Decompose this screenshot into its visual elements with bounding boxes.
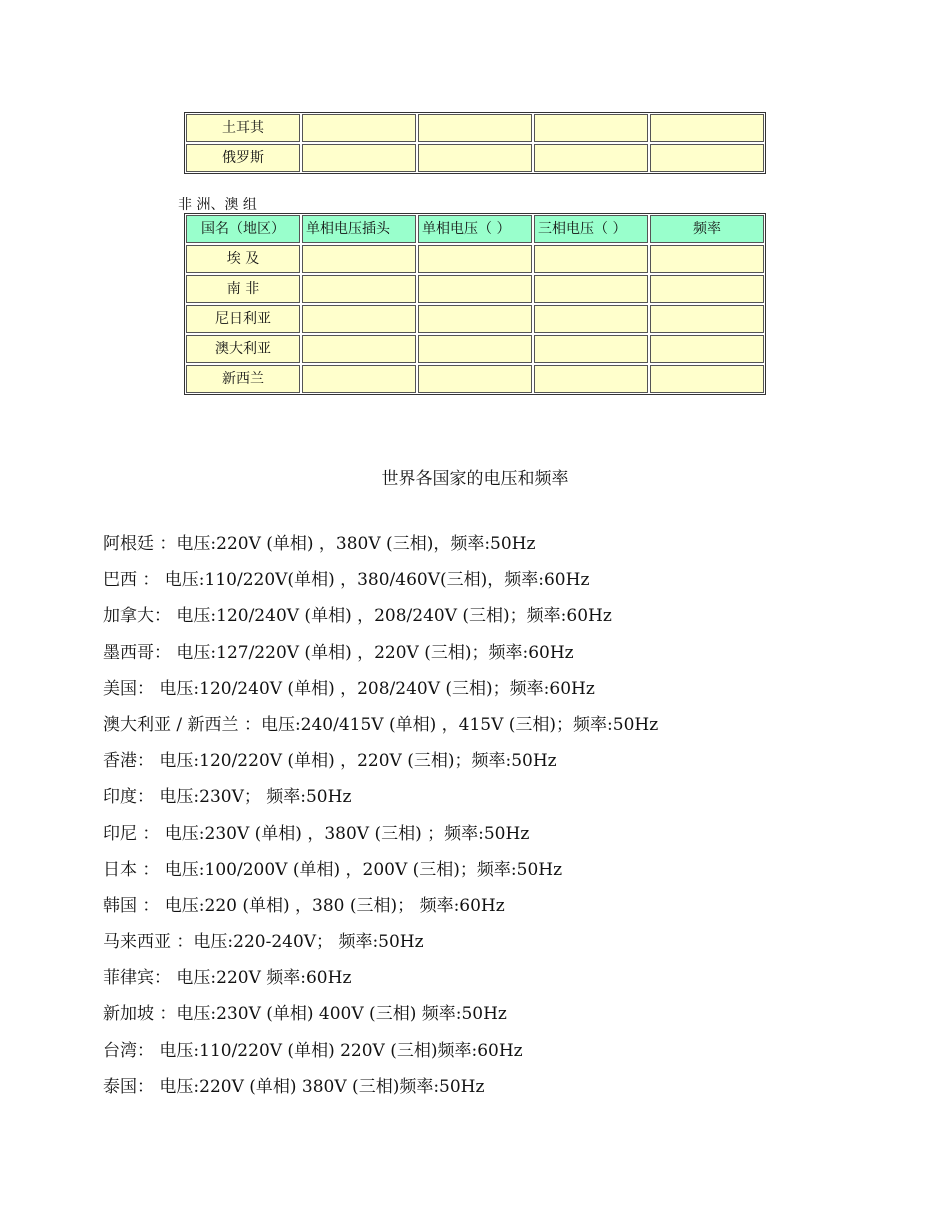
voltage-list: [103, 532, 658, 1111]
frequency-cell: [650, 114, 764, 142]
single-phase-cell: [418, 335, 532, 363]
frequency-cell: [650, 245, 764, 273]
table-row: [186, 335, 764, 363]
list-item: 新加坡 ：电压:230V (单相) 400V (三相) 频率:50Hz: [103, 1004, 507, 1025]
three-phase-cell: [534, 365, 648, 393]
table-row: [186, 365, 764, 393]
single-phase-cell: [418, 365, 532, 393]
three-phase-cell: [534, 275, 648, 303]
three-phase-cell: [534, 335, 648, 363]
list-item: 日本 ： 电压:100/200V (单相) ，200V (三相)；频率:50Hz: [103, 859, 563, 880]
country-cell: 南 非: [186, 275, 300, 303]
list-item: 巴西 ： 电压:110/220V(单相) ，380/460V(三相)，频率:60Hz: [103, 570, 590, 591]
three-phase-cell: [534, 144, 648, 172]
plug-cell: [302, 245, 416, 273]
single-phase-cell: [418, 305, 532, 333]
plug-cell: [302, 365, 416, 393]
list-item: 泰国： 电压:220V (单相) 380V (三相)频率:50Hz: [103, 1076, 485, 1097]
plug-cell: [302, 144, 416, 172]
three-phase-cell: [534, 245, 648, 273]
single-phase-cell: [418, 245, 532, 273]
country-cell: 澳大利亚: [186, 335, 300, 363]
header-single-phase: 单相电压（ ）: [418, 215, 532, 243]
list-item: 印度： 电压:230V； 频率:50Hz: [103, 787, 352, 808]
three-phase-cell: [534, 114, 648, 142]
africa-oceania-table: [184, 213, 766, 395]
list-item: 马来西亚 ：电压:220-240V； 频率:50Hz: [103, 932, 424, 953]
list-item: 阿根廷 ：电压:220V (单相) ，380V (三相)，频率:50Hz: [103, 534, 536, 554]
table-header-row: [186, 215, 764, 243]
list-item: 韩国 ： 电压:220 (单相) ，380 (三相)； 频率:60Hz: [103, 895, 505, 916]
table-row: [186, 144, 764, 172]
plug-cell: [302, 305, 416, 333]
document-title: 世界各国家的电压和频率: [381, 469, 569, 489]
plug-cell: [302, 335, 416, 363]
header-frequency: 频率: [650, 215, 764, 243]
frequency-cell: [650, 144, 764, 172]
list-item: 墨西哥： 电压:127/220V (单相) ，220V (三相)；频率:60Hz: [103, 642, 574, 663]
list-item: 印尼 ： 电压:230V (单相) ，380V (三相) ；频率:50Hz: [103, 823, 530, 844]
table-row: [186, 245, 764, 273]
three-phase-cell: [534, 305, 648, 333]
country-cell: 新西兰: [186, 365, 300, 393]
plug-cell: [302, 114, 416, 142]
frequency-cell: [650, 335, 764, 363]
section-label: 非 洲、澳 组: [178, 197, 257, 213]
country-cell: 尼日利亚: [186, 305, 300, 333]
header-three-phase: 三相电压（ ）: [534, 215, 648, 243]
table-row: [186, 305, 764, 333]
frequency-cell: [650, 305, 764, 333]
country-cell: 俄罗斯: [186, 144, 300, 172]
list-item: 香港： 电压:120/220V (单相) ，220V (三相)；频率:50Hz: [103, 751, 557, 772]
list-item: 澳大利亚 / 新西兰 ：电压:240/415V (单相) ，415V (三相)；频率:50Hz: [103, 714, 659, 735]
list-item: 美国： 电压:120/240V (单相) ，208/240V (三相)；频率:60Hz: [103, 678, 595, 699]
single-phase-cell: [418, 144, 532, 172]
single-phase-cell: [418, 114, 532, 142]
list-item: 菲律宾： 电压:220V 频率:60Hz: [103, 968, 352, 989]
list-item: 加拿大： 电压:120/240V (单相) ，208/240V (三相)；频率:60Hz: [103, 606, 612, 627]
header-country: 国名（地区）: [186, 215, 300, 243]
frequency-cell: [650, 275, 764, 303]
frequency-cell: [650, 365, 764, 393]
country-cell: 土耳其: [186, 114, 300, 142]
table-row: [186, 114, 764, 142]
voltage-table-continued: [184, 112, 766, 174]
plug-cell: [302, 275, 416, 303]
country-cell: 埃 及: [186, 245, 300, 273]
header-plug: 单相电压插头: [302, 215, 416, 243]
list-item: 台湾： 电压:110/220V (单相) 220V (三相)频率:60Hz: [103, 1040, 523, 1061]
single-phase-cell: [418, 275, 532, 303]
table-row: [186, 275, 764, 303]
